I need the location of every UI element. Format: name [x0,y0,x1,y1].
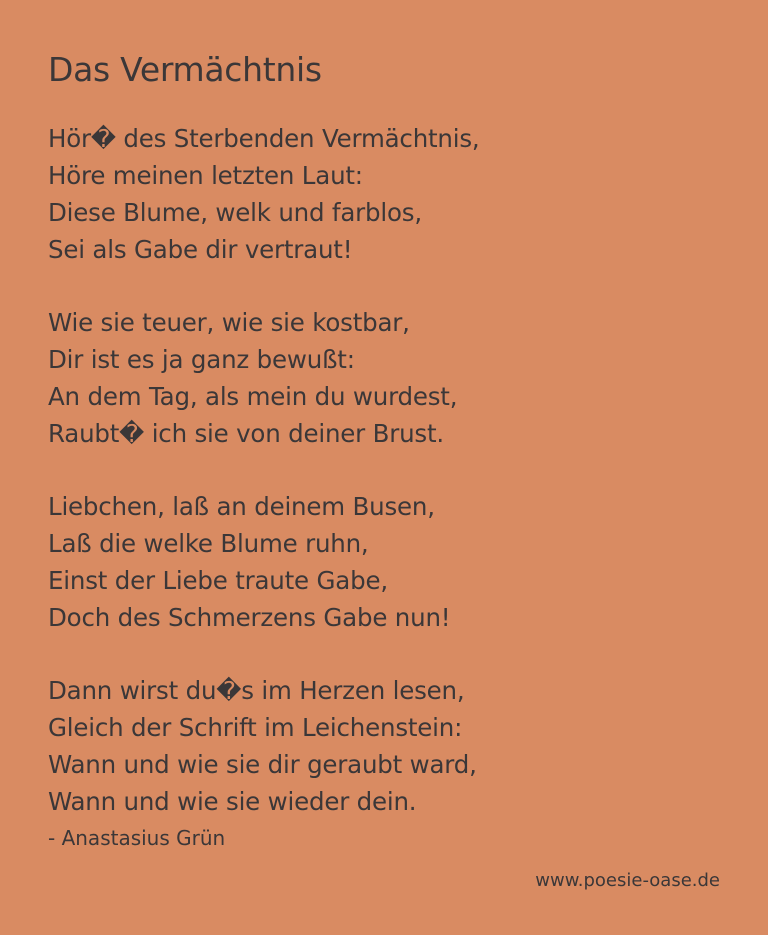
poem-title: Das Vermächtnis [48,50,322,89]
stanza-1 [48,120,728,268]
stanza-3 [48,488,728,636]
poem-line: Diese Blume, welk und farblos, [48,198,422,227]
website-credit: www.poesie-oase.de [535,870,720,891]
poem-line: Dann wirst du�s im Herzen lesen, [48,676,465,705]
poem-line: Hör� des Sterbenden Vermächtnis, [48,124,480,153]
poem-line: Wann und wie sie wieder dein. [48,787,417,816]
poem-body [48,120,728,856]
poem-author: - Anastasius Grün [48,826,226,850]
poem-line: Doch des Schmerzens Gabe nun! [48,603,451,632]
poem-line: Sei als Gabe dir vertraut! [48,235,353,264]
poem-line: Höre meinen letzten Laut: [48,161,363,190]
poem-line: Laß die welke Blume ruhn, [48,529,369,558]
poem-line: Dir ist es ja ganz bewußt: [48,345,355,374]
stanza-4 [48,672,728,820]
poem-line: Liebchen, laß an deinem Busen, [48,492,435,521]
poem-line: Gleich der Schrift im Leichenstein: [48,713,463,742]
poem-line: Wie sie teuer, wie sie kostbar, [48,308,410,337]
poem-line: An dem Tag, als mein du wurdest, [48,382,458,411]
poem-line: Wann und wie sie dir geraubt ward, [48,750,477,779]
poem-line: Raubt� ich sie von deiner Brust. [48,419,444,448]
stanza-2 [48,304,728,452]
poem-line: Einst der Liebe traute Gabe, [48,566,388,595]
